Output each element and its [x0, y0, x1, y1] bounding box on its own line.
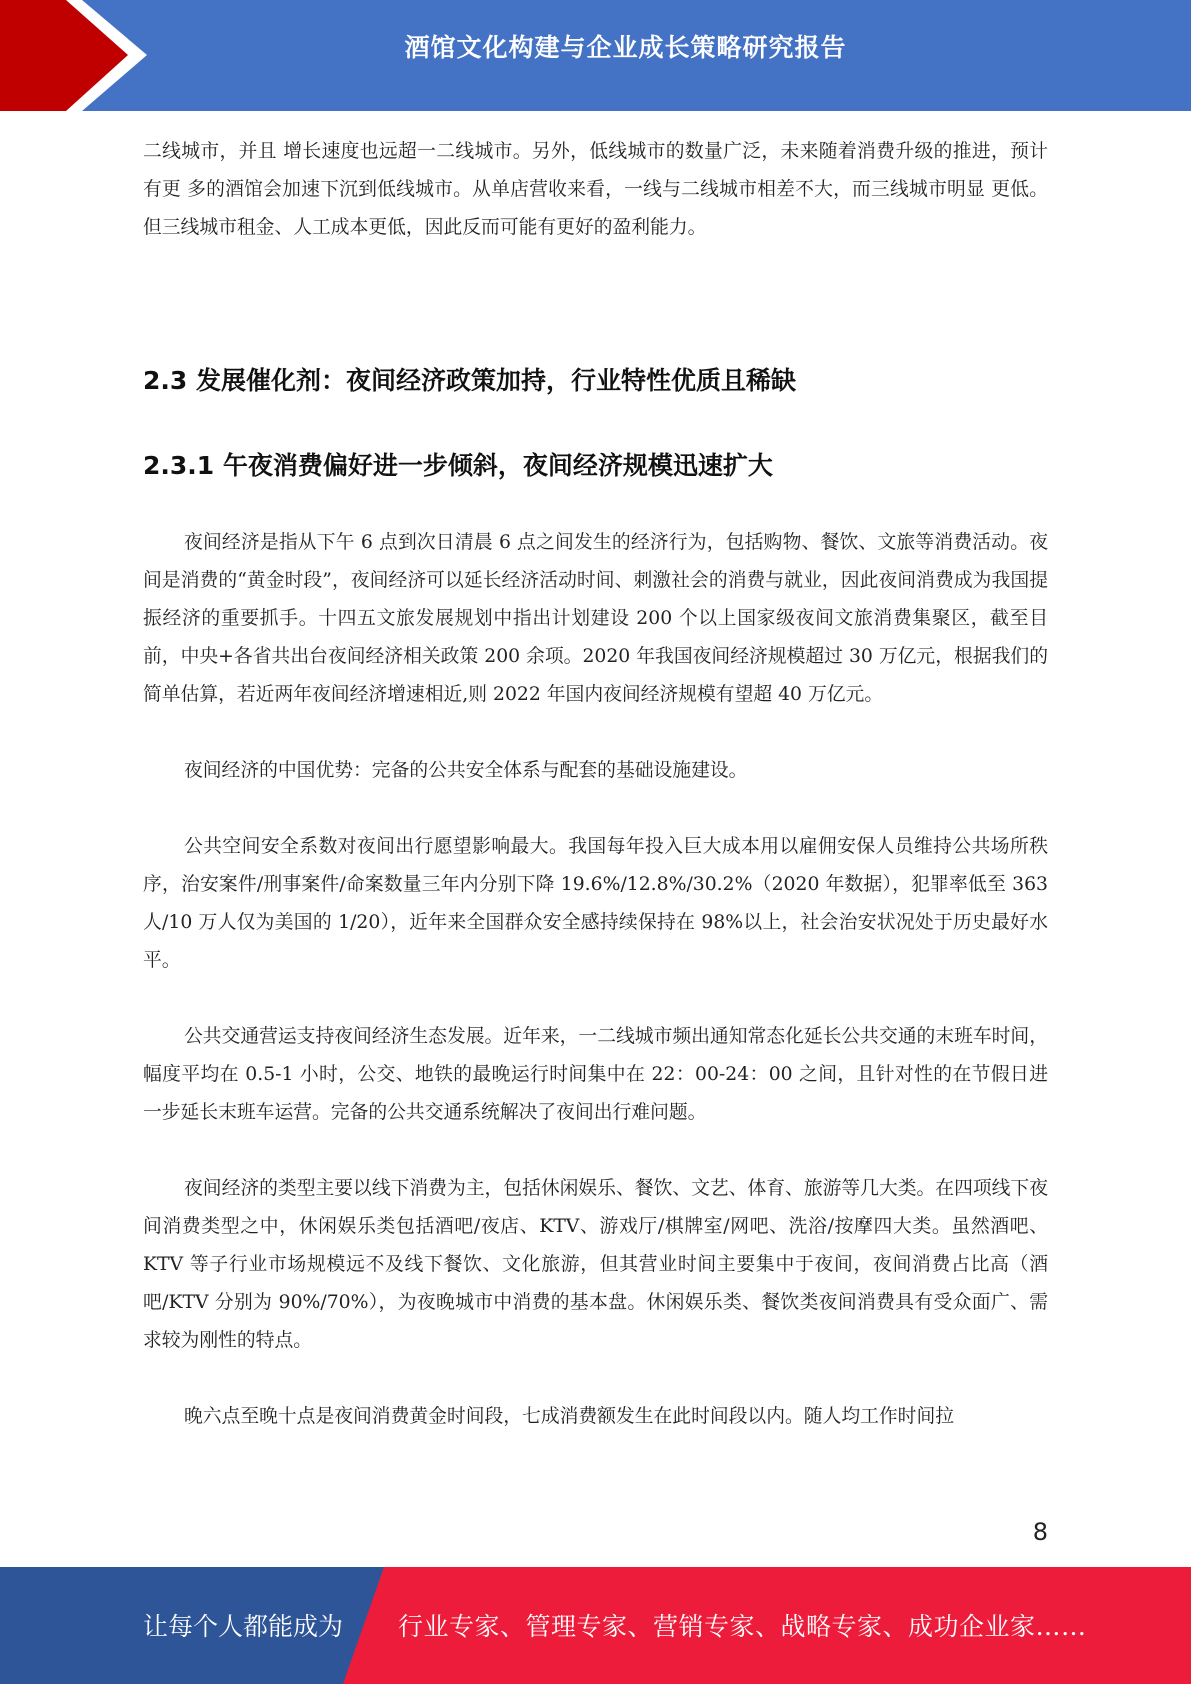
body-paragraph-1: 夜间经济是指从下午 6 点到次日清晨 6 点之间发生的经济行为，包括购物、餐饮、文旅等消费活动。夜间是消费的“黄金时段”，夜间经济可以延长经济活动时间、刺激社会的消费与就业，因此夜间消费成为我国提振经济的重要抓手。十四五文旅发展规划中指出计划建设 200 个以上国家级夜间文旅消费集聚区，截至目前，中央+各省共出台夜间经济相关政策 200 余项。2020 年我国夜间经济规模超过 30 万亿元，根据我们的简单估算，若近两年夜间经济增速相近,则 2022 年国内夜间经济规模有望超 40 万亿元。: [143, 532, 1048, 705]
body-paragraph-3: 公共空间安全系数对夜间出行愿望影响最大。我国每年投入巨大成本用以雇佣安保人员维持公共场所秩序，治安案件/刑事案件/命案数量三年内分别下降 19.6%/12.8%/30.2%（2020 年数据），犯罪率低至 363 人/10 万人仅为美国的 1/20），近年来全国群众安全感持续保持在 98%以上，社会治安状况处于历史最好水平。: [143, 836, 1048, 971]
footer-slogan-left: 让每个人都能成为: [143, 1612, 344, 1641]
body-paragraph-5: 夜间经济的类型主要以线下消费为主，包括休闲娱乐、餐饮、文艺、体育、旅游等几大类。在四项线下夜间消费类型之中，休闲娱乐类包括酒吧/夜店、KTV、游戏厅/棋牌室/网吧、洗浴/按摩四大类。虽然酒吧、KTV 等子行业市场规模远不及线下餐饮、文化旅游，但其营业时间主要集中于夜间，夜间消费占比高（酒吧/KTV 分别为 90%/70%），为夜晚城市中消费的基本盘。休闲娱乐类、餐饮类夜间消费具有受众面广、需求较为刚性的特点。: [143, 1178, 1048, 1351]
section-heading-2-3-1: 2.3.1 午夜消费偏好进一步倾斜，夜间经济规模迅速扩大: [143, 451, 773, 480]
body-paragraph-2: 夜间经济的中国优势：完备的公共安全体系与配套的基础设施建设。: [184, 760, 748, 781]
body-paragraph-6: 晚六点至晚十点是夜间消费黄金时间段，七成消费额发生在此时间段以内。随人均工作时间拉: [184, 1406, 955, 1427]
document-title: 酒馆文化构建与企业成长策略研究报告: [404, 33, 847, 62]
body-paragraph-4: 公共交通营运支持夜间经济生态发展。近年来，一二线城市频出通知常态化延长公共交通的末班车时间，幅度平均在 0.5-1 小时，公交、地铁的最晚运行时间集中在 22：00-24：00 之间，且针对性的在节假日进一步延长末班车运营。完备的公共交通系统解决了夜间出行难问题。: [143, 1026, 1048, 1123]
section-heading-2-3: 2.3 发展催化剂：夜间经济政策加持，行业特性优质且稀缺: [143, 366, 796, 395]
page-number: 8: [1032, 1518, 1048, 1546]
intro-paragraph: 二线城市，并且 增长速度也远超一二线城市。另外，低线城市的数量广泛，未来随着消费升级的推进，预计有更 多的酒馆会加速下沉到低线城市。从单店营收来看，一线与二线城市相差不大，而三线城市明显 更低。但三线城市租金、人工成本更低，因此反而可能有更好的盈利能力。: [143, 141, 1048, 238]
page-footer: [0, 1567, 1191, 1684]
page-header: [0, 0, 1191, 111]
footer-slogan-right: 行业专家、管理专家、营销专家、战略专家、成功企业家……: [398, 1612, 1087, 1641]
page-content: [143, 133, 1048, 1436]
